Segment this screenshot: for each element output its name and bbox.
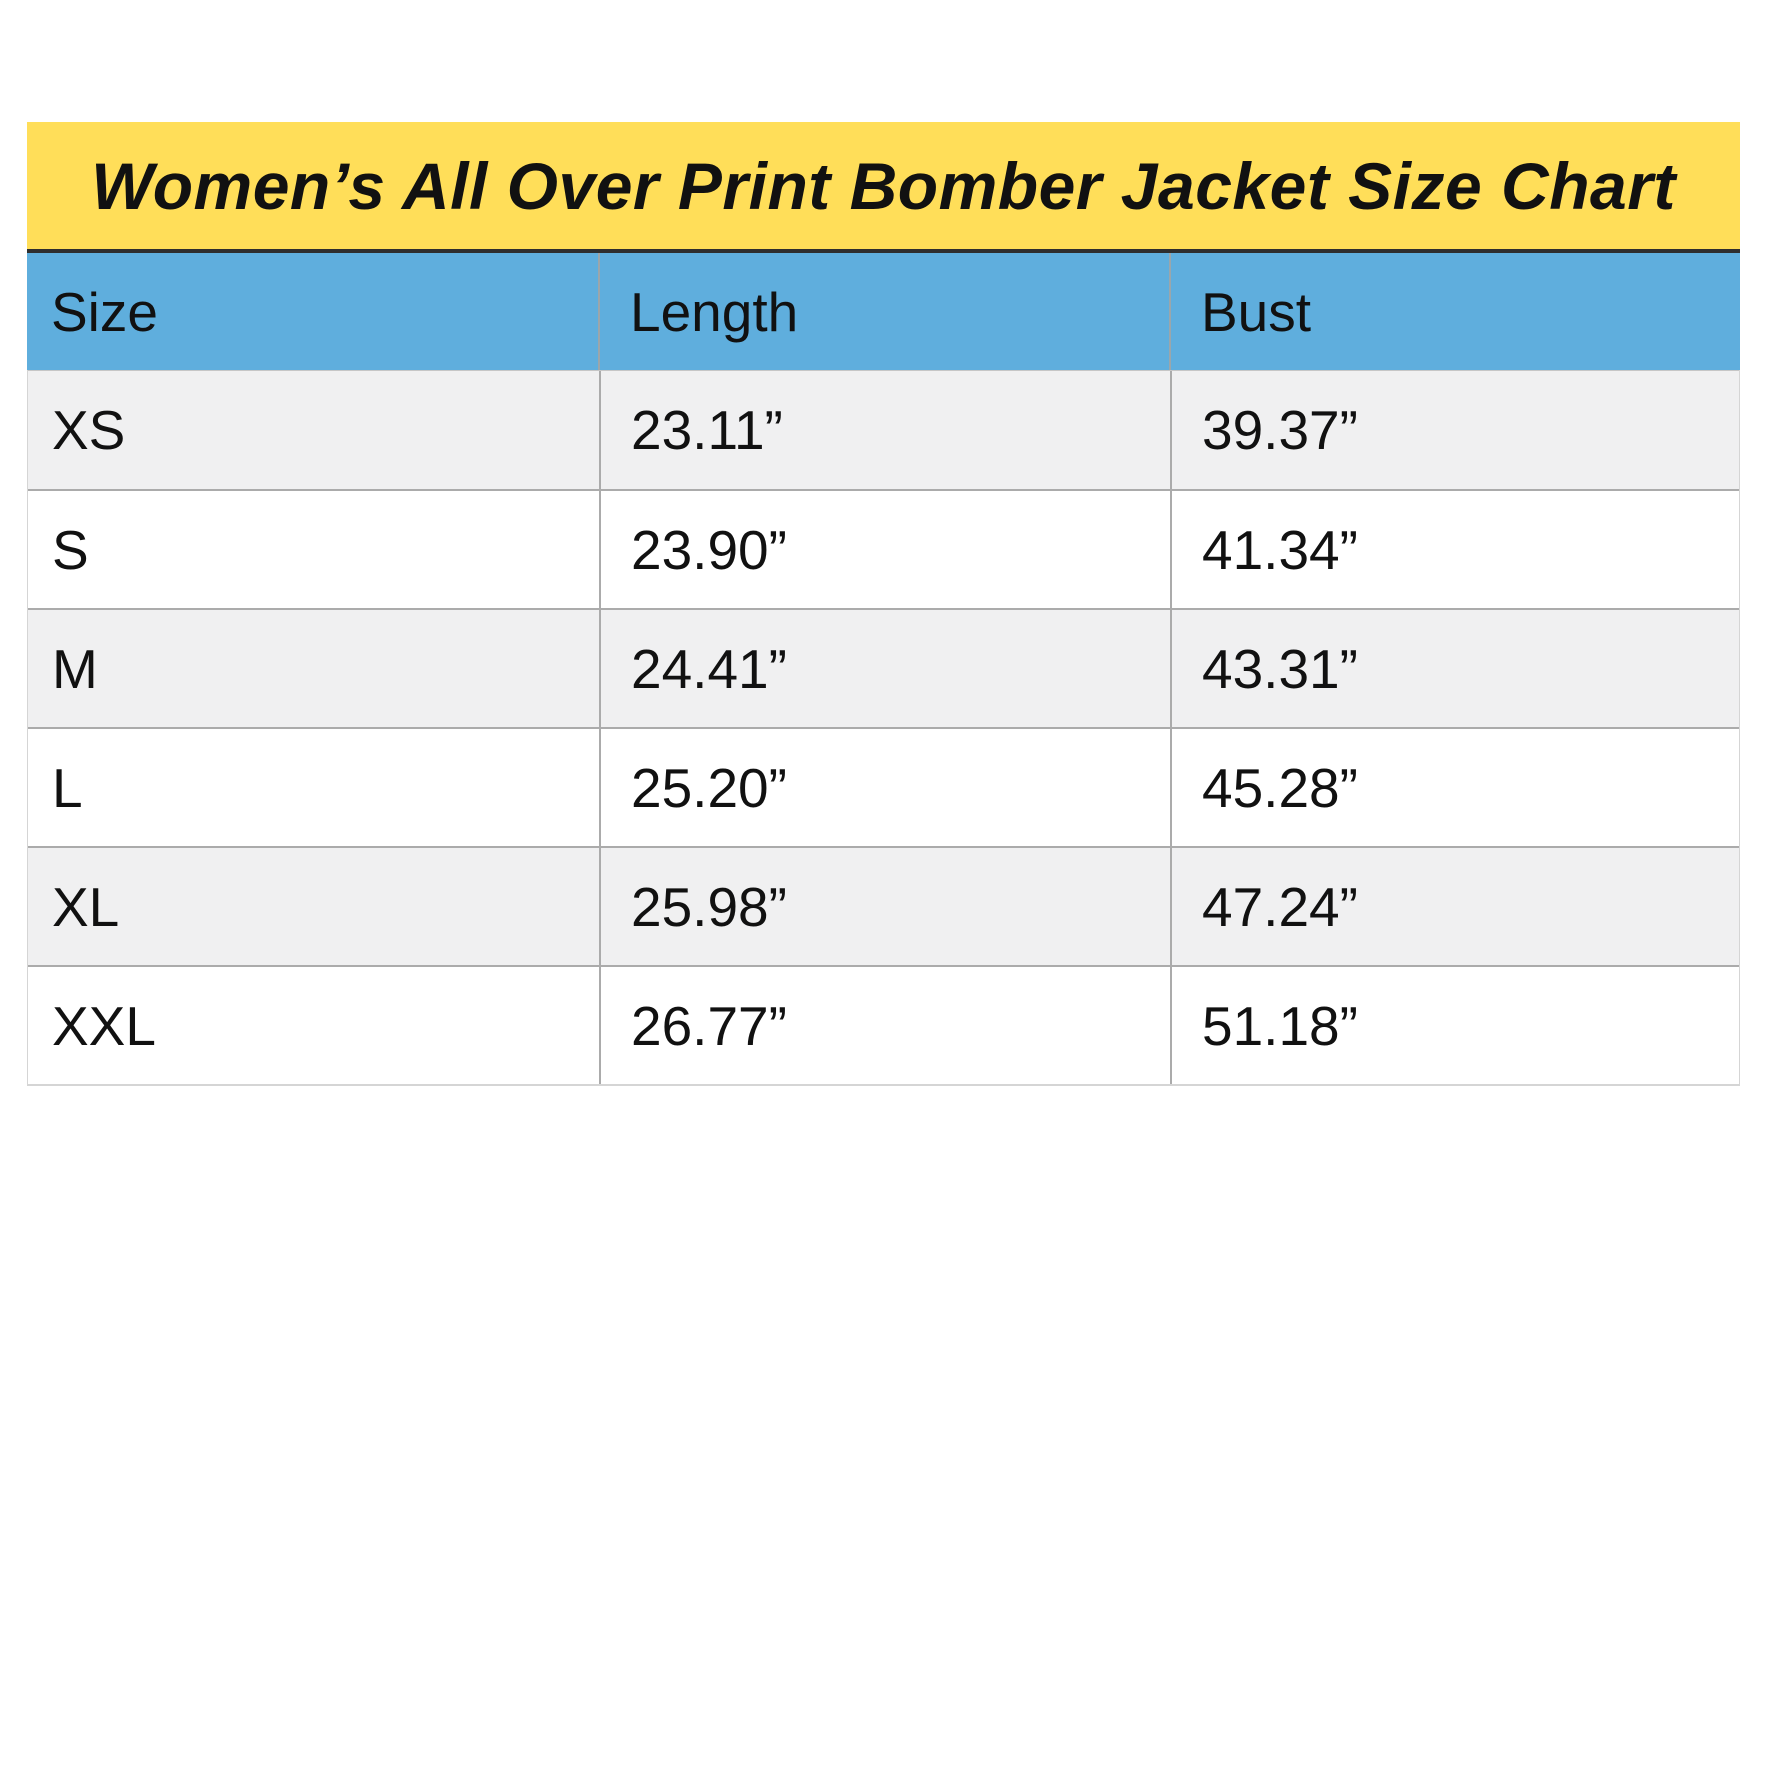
length-value: 24.41” bbox=[599, 610, 1170, 727]
size-value: L bbox=[52, 756, 83, 819]
table-row-xl bbox=[28, 846, 1739, 965]
table-row-xs bbox=[28, 370, 1739, 489]
table-row-l bbox=[28, 727, 1739, 846]
bust-value: 43.31” bbox=[1170, 610, 1741, 727]
table-header-row bbox=[27, 253, 1740, 370]
size-value: XS bbox=[52, 399, 126, 461]
size-value: M bbox=[52, 637, 98, 700]
bust-value: 41.34” bbox=[1170, 491, 1741, 608]
size-value: S bbox=[52, 518, 89, 581]
length-value: 25.20” bbox=[599, 729, 1170, 846]
chart-title-band bbox=[27, 122, 1740, 253]
length-value: 25.98” bbox=[599, 848, 1170, 965]
table-row-xxl bbox=[28, 965, 1739, 1084]
bust-value: 45.28” bbox=[1170, 729, 1741, 846]
length-value: 26.77” bbox=[599, 967, 1170, 1084]
size-chart bbox=[27, 122, 1740, 1086]
size-value: XXL bbox=[52, 994, 156, 1057]
length-value: 23.90” bbox=[599, 491, 1170, 608]
chart-title: Women’s All Over Print Bomber Jacket Size Chart bbox=[91, 148, 1676, 223]
column-header-bust: Bust bbox=[1169, 253, 1740, 370]
length-value: 23.11” bbox=[599, 371, 1170, 489]
bust-value: 47.24” bbox=[1170, 848, 1741, 965]
size-value: XL bbox=[52, 875, 120, 938]
column-header-size: Size bbox=[51, 280, 158, 343]
table-body bbox=[27, 370, 1740, 1086]
table-row-m bbox=[28, 608, 1739, 727]
column-header-length: Length bbox=[598, 253, 1169, 370]
table-row-s bbox=[28, 489, 1739, 608]
bust-value: 39.37” bbox=[1170, 371, 1741, 489]
bust-value: 51.18” bbox=[1170, 967, 1741, 1084]
